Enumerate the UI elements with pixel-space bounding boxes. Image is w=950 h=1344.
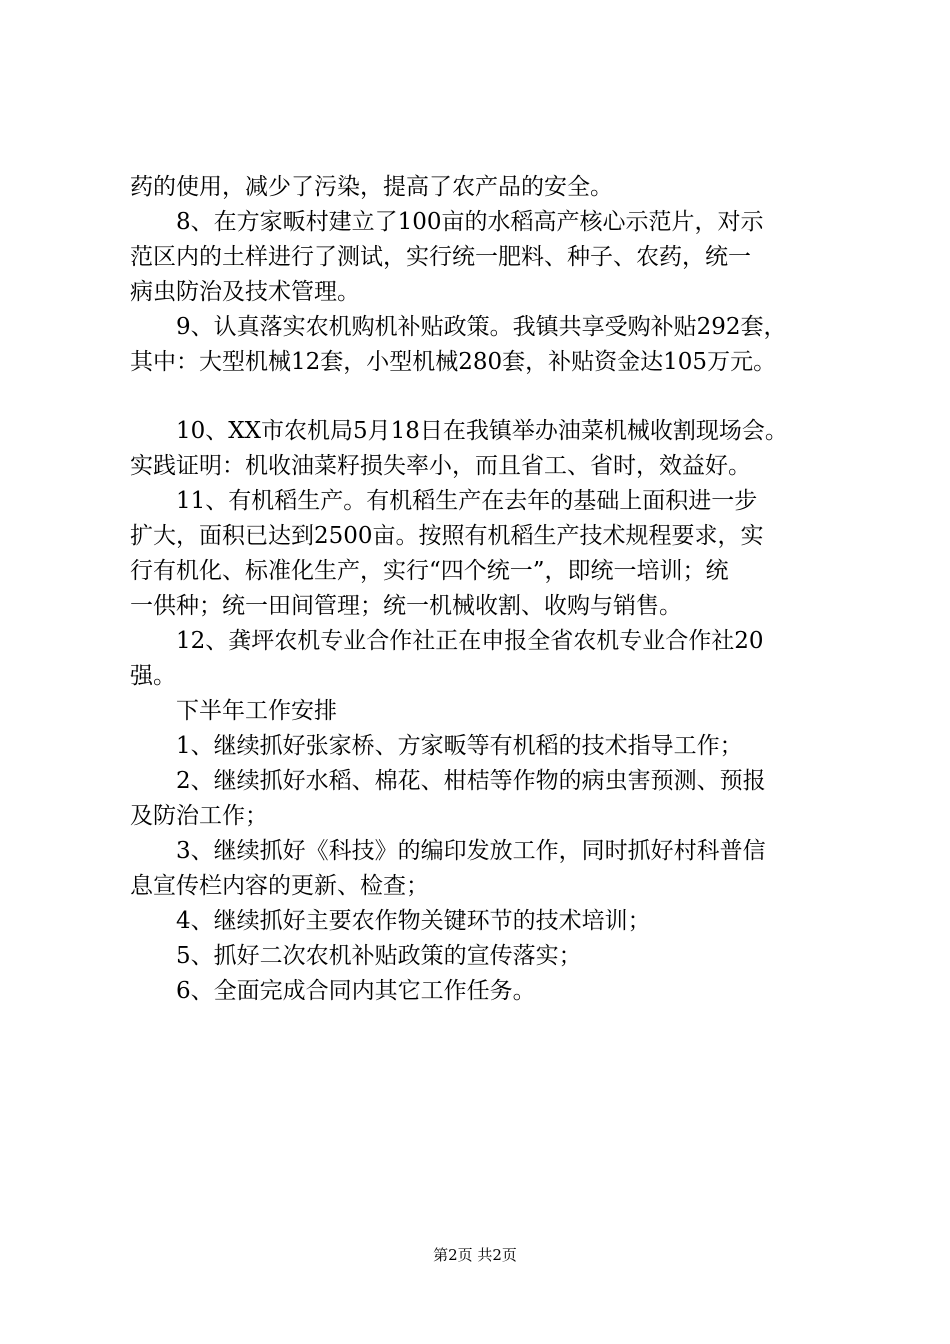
text-line: 8、在方家畈村建立了100亩的水稻高产核心示范片，对示 <box>176 209 764 235</box>
text-line: 10、XX市农机局5月18日在我镇举办油菜机械收割现场会。 <box>176 418 788 444</box>
plan-item-6 <box>130 974 830 1009</box>
text-line: 病虫防治及技术管理。 <box>130 279 360 305</box>
plan-item-2 <box>130 764 830 834</box>
text-line: 实践证明：机收油菜籽损失率小，而且省工、省时，效益好。 <box>130 453 751 479</box>
page-footer <box>0 1245 950 1265</box>
text-line: 12、龚坪农机专业合作社正在申报全省农机专业合作社20 <box>176 628 764 654</box>
plan-item-1 <box>130 729 830 764</box>
text-line: 1、继续抓好张家桥、方家畈等有机稻的技术指导工作； <box>176 733 743 759</box>
paragraph-item-9 <box>130 310 830 380</box>
document-body <box>130 170 830 1009</box>
text-line: 3、继续抓好《科技》的编印发放工作，同时抓好村科普信 <box>176 838 766 864</box>
text-line: 范区内的土样进行了测试，实行统一肥料、种子、农药，统一 <box>130 244 751 270</box>
blank-line <box>130 380 830 414</box>
text-line: 5、抓好二次农机补贴政策的宣传落实； <box>176 943 582 969</box>
text-line: 及防治工作； <box>130 803 268 829</box>
paragraph-item-8 <box>130 205 830 310</box>
paragraph-item-12 <box>130 624 830 694</box>
text-line: 4、继续抓好主要农作物关键环节的技术培训； <box>176 908 651 934</box>
text-line: 行有机化、标准化生产，实行“四个统一”，即统一培训；统 <box>130 558 729 584</box>
text-line: 下半年工作安排 <box>176 698 337 724</box>
text-line: 6、全面完成合同内其它工作任务。 <box>176 978 536 1004</box>
text-line: 一供种；统一田间管理；统一机械收割、收购与销售。 <box>130 593 682 619</box>
section-heading-plan <box>130 694 830 729</box>
page-number-label: 第2页 共2页 <box>433 1246 517 1264</box>
paragraph-item-11 <box>130 484 830 624</box>
plan-item-5 <box>130 939 830 974</box>
text-line: 11、有机稻生产。有机稻生产在去年的基础上面积进一步 <box>176 488 758 514</box>
text-line: 2、继续抓好水稻、棉花、柑桔等作物的病虫害预测、预报 <box>176 768 766 794</box>
plan-item-4 <box>130 904 830 939</box>
text-line: 扩大，面积已达到2500亩。按照有机稻生产技术规程要求，实 <box>130 523 764 549</box>
paragraph-continuation <box>130 170 830 205</box>
text-line: 强。 <box>130 663 176 689</box>
text-line: 9、认真落实农机购机补贴政策。我镇共享受购补贴292套， <box>176 314 787 340</box>
text-line: 药的使用，减少了污染，提高了农产品的安全。 <box>130 174 613 200</box>
paragraph-item-10 <box>130 414 830 484</box>
text-line: 其中：大型机械12套，小型机械280套，补贴资金达105万元。 <box>130 349 777 375</box>
plan-item-3 <box>130 834 830 904</box>
text-line: 息宣传栏内容的更新、检查； <box>130 873 429 899</box>
